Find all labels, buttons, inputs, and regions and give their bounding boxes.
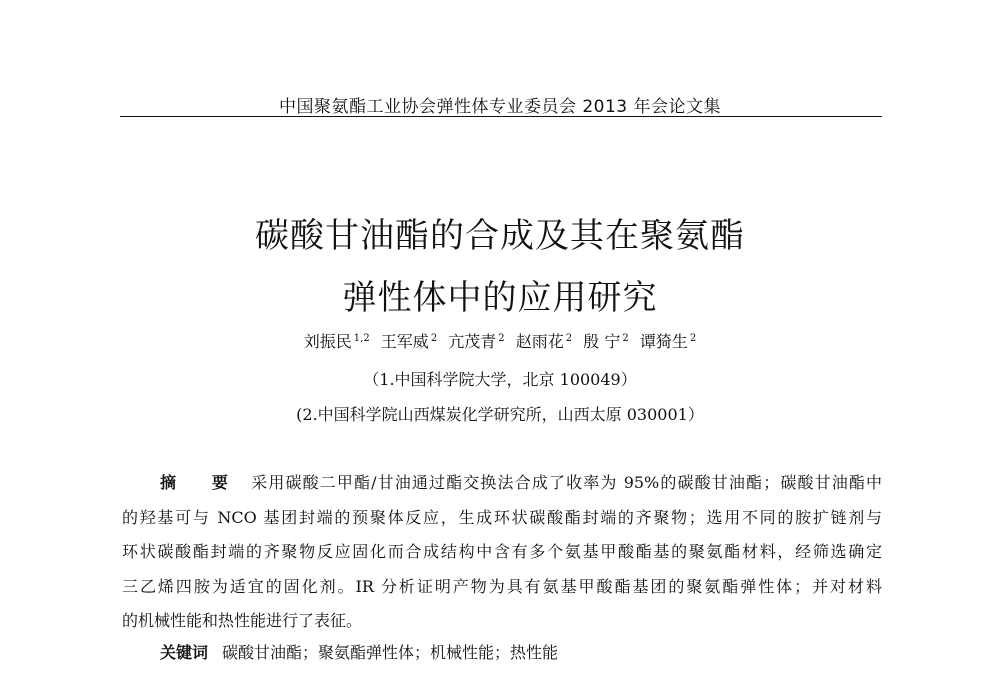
author-list [0,329,1000,352]
running-header: 中国聚氨酯工业协会弹性体专业委员会 2013 年会论文集 [278,97,722,117]
author-name: 殷 宁 [583,332,621,351]
abstract-line [122,466,882,501]
author-affiliation-mark: 2 [622,333,629,344]
abstract-line: 的羟基可与 NCO 基团封端的预聚体反应，生成环状碳酸酯封端的齐聚物；选用不同的胺扩链剂与 [122,507,882,527]
author [448,332,504,351]
author [381,332,437,351]
author-affiliation-mark: 2 [689,333,697,344]
keywords [160,640,558,663]
author [583,332,628,351]
author-name: 谭猗生 [639,332,688,351]
header-rule [120,116,882,117]
author-name: 亢茂青 [448,332,497,351]
author-name: 王军威 [380,332,429,351]
keywords-label: 关键词 [160,643,209,662]
author-name: 赵雨花 [515,332,564,351]
author-name: 刘振民 [303,332,352,351]
paper-title-line-1: 碳酸甘油酯的合成及其在聚氨酯 [255,216,745,256]
abstract-line: 的机械性能和热性能进行了表征。 [122,611,363,630]
author [516,332,572,351]
affiliation-2: (2.中国科学院山西煤炭化学研究所，山西太原 030001） [296,405,704,424]
author [304,332,370,351]
author-affiliation-mark: 1,2 [353,333,370,344]
author-affiliation-mark: 2 [498,333,505,344]
paper-title-line-2: 弹性体中的应用研究 [342,278,658,318]
abstract-line: 环状碳酸酯封端的齐聚物反应固化而合成结构中含有多个氨基甲酸酯基的聚氨酯材料，经筛选确定 [122,542,882,561]
affiliation-1: （1.中国科学院大学，北京 100049） [363,370,637,389]
author-affiliation-mark: 2 [565,333,573,344]
abstract-label: 摘 要 [160,473,243,492]
abstract [122,466,882,639]
abstract-text: 采用碳酸二甲酯/甘油通过酯交换法合成了收率为 95%的碳酸甘油酯；碳酸甘油酯中 [251,473,882,492]
keywords-text: 碳酸甘油酯；聚氨酯弹性体；机械性能；热性能 [222,643,559,662]
author-affiliation-mark: 2 [430,333,438,344]
author [640,332,696,351]
abstract-line: 三乙烯四胺为适宜的固化剂。IR 分析证明产物为具有氨基甲酸酯基团的聚氨酯弹性体；并对材料 [122,576,882,596]
